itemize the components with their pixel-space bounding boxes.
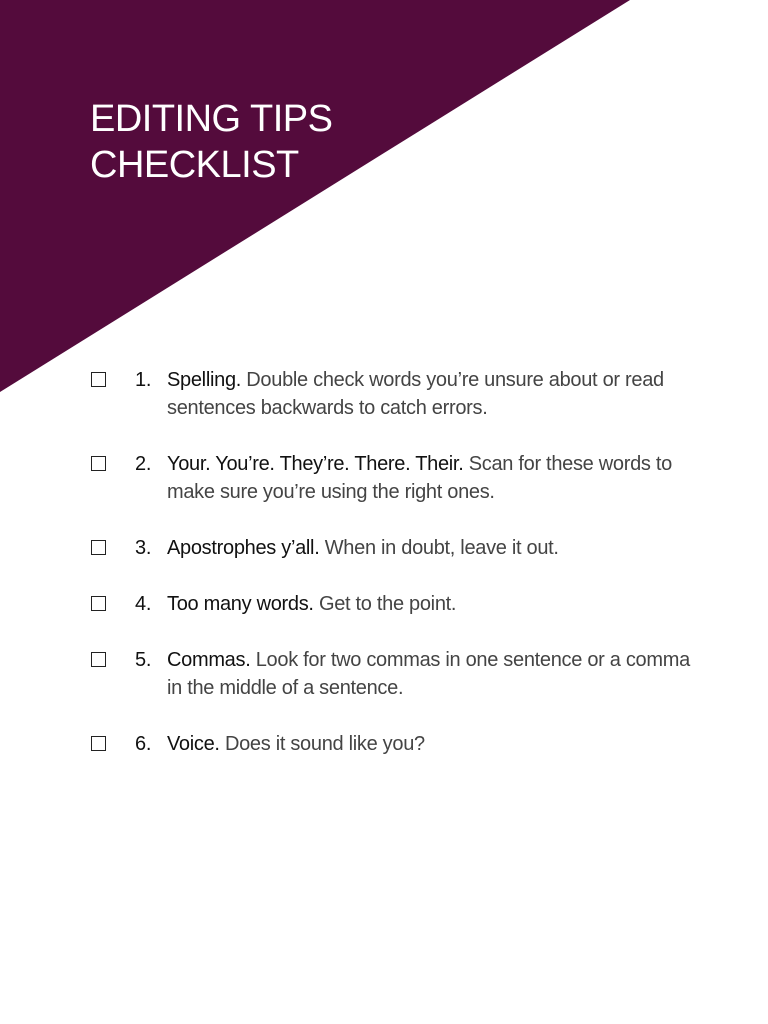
item-description: Does it sound like you? — [224, 733, 425, 755]
checkbox[interactable] — [91, 652, 106, 667]
title-line-2: CHECKLIST — [90, 144, 299, 186]
checkbox[interactable] — [91, 372, 106, 387]
checkbox[interactable] — [91, 596, 106, 611]
banner-triangle — [0, 0, 630, 392]
checkbox[interactable] — [91, 456, 106, 471]
checklist-item-voice — [90, 730, 690, 758]
title-line-1: EDITING TIPS — [90, 98, 333, 140]
item-description: Scan for these words to make sure you’re using the right ones. — [167, 453, 672, 503]
item-description: Get to the point. — [318, 593, 457, 615]
item-description: Double check words you’re unsure about or read sentences backwards to catch errors. — [167, 369, 664, 419]
checklist-item-spelling — [90, 366, 690, 422]
checklist-item-wordiness — [90, 590, 690, 618]
item-lead: Voice. — [167, 733, 225, 755]
checklist-item-commas — [90, 646, 690, 702]
item-number: 6. — [135, 733, 152, 755]
item-lead: Apostrophes y’all. — [167, 537, 325, 559]
item-lead: Your. You’re. They’re. There. Their. — [167, 453, 469, 475]
checklist-item-homophones — [90, 450, 690, 506]
checklist-item-apostrophes — [90, 534, 690, 562]
item-lead: Too many words. — [167, 593, 319, 615]
item-number: 5. — [135, 649, 152, 671]
item-lead: Spelling. — [167, 369, 247, 391]
title-banner — [0, 0, 768, 400]
item-description: Look for two commas in one sentence or a comma in the middle of a sentence. — [167, 649, 690, 699]
page-title — [90, 96, 332, 188]
item-lead: Commas. — [167, 649, 256, 671]
checkbox[interactable] — [91, 736, 106, 751]
checkbox[interactable] — [91, 540, 106, 555]
item-number: 1. — [135, 369, 152, 391]
item-number: 4. — [135, 593, 152, 615]
item-description: When in doubt, leave it out. — [324, 537, 559, 559]
item-number: 2. — [135, 453, 152, 475]
editing-checklist — [90, 366, 690, 786]
item-number: 3. — [135, 537, 152, 559]
